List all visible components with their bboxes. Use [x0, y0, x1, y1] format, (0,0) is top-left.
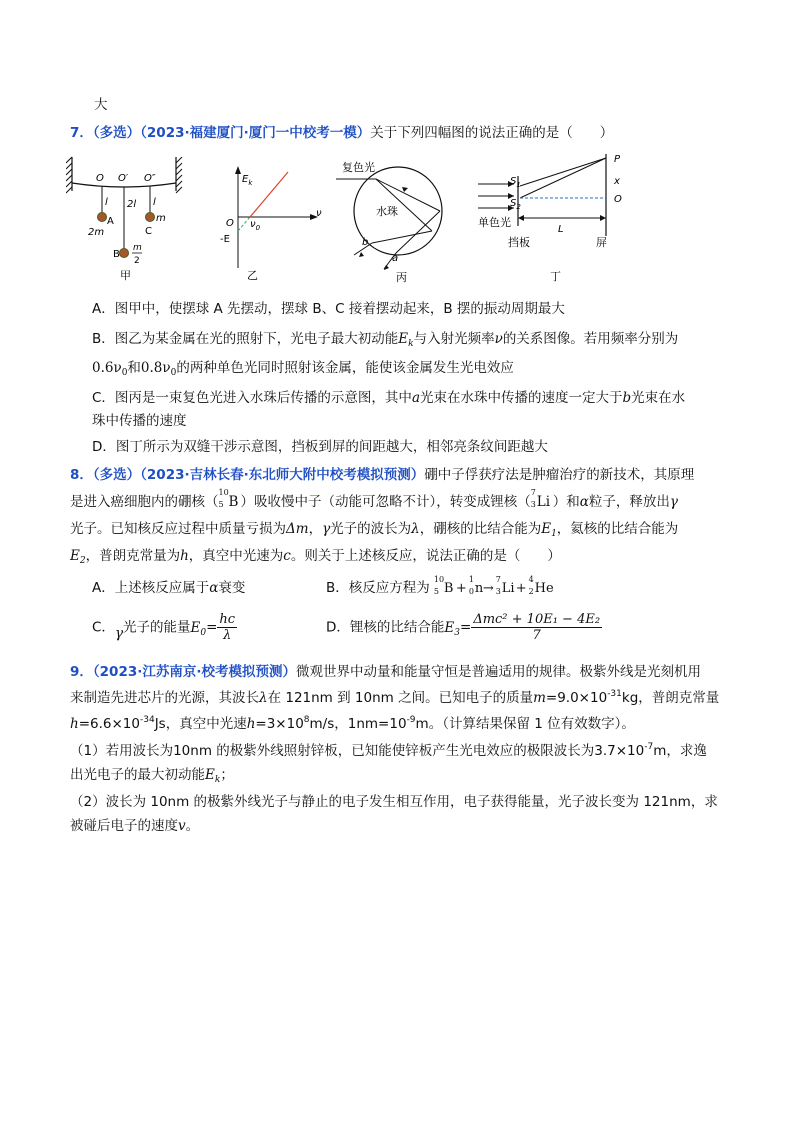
bob-b: [120, 249, 129, 258]
arrow-1: [402, 187, 408, 192]
arrow-b: [359, 252, 364, 257]
mass-B-den: 2: [134, 256, 140, 266]
label-A: A: [107, 216, 114, 227]
label-a: a: [392, 253, 399, 264]
binding-energy-fraction: $\frac{\text{Δmc² + 10E₁ − 4E₂}}{7}$: [473, 612, 601, 643]
q7-option-c: C．图丙是一束复色光进入水珠后传播的示意图，其中a光束在水珠中传播的速度一定大于b光束在水: [92, 390, 686, 406]
q8-number: 8．: [70, 467, 93, 483]
q7-source: （2023·福建厦门·厦门一中校考一模）: [140, 125, 371, 141]
label-l1: l: [105, 197, 108, 208]
q7-number: 7．: [70, 125, 93, 141]
q8-option-a: A．上述核反应属于α衰变: [92, 580, 246, 596]
q7-option-d: D．图丁所示为双缝干涉示意图，挡板到屏的间距越大，相邻亮条纹间距越大: [92, 439, 548, 455]
label-nu0: $\nu_0$: [250, 219, 261, 232]
q9-header: 9．（2023·江苏南京·校考模拟预测）微观世界中动量和能量守恒是普遍适用的规律。极紫外线是光刻机用: [70, 664, 701, 680]
q8-option-d: D．锂核的比结合能$E_3=$ $\frac{\text{Δmc² + 10E₁ − 4E₂}}{7}$: [326, 612, 601, 643]
q7-header: [70, 121, 613, 141]
q7-stem: 关于下列四幅图的说法正确的是（ ）: [370, 125, 614, 141]
label-b: b: [362, 237, 369, 248]
nuclear-equation: 10 5 B + 1 0 n→ 7 3 Li+ 4 2 He: [433, 575, 554, 596]
q7-tag: （多选）: [92, 125, 141, 141]
q7-option-c-line2: 珠中传播的速度: [92, 413, 187, 429]
label-S1: $S_1$: [510, 176, 521, 189]
ek-line: [250, 172, 288, 217]
label-monochromatic: 单色光: [478, 216, 511, 229]
mass-B-num: m: [133, 243, 142, 253]
label-O-double-prime: O″: [144, 173, 156, 184]
ray-a-reflect: [396, 211, 440, 253]
ek-extension-dashed: [238, 217, 250, 231]
caption-jia: 甲: [120, 269, 131, 282]
mass-A: 2m: [88, 227, 105, 238]
q9-part2: （2）波长为 10nm 的极紫外线光子与静止的电子发生相互作用，电子获得能量，光子波长变为 121nm，求: [70, 794, 718, 810]
q7-option-b: B．图乙为某金属在光的照射下，光电子最大初动能$E_k$与入射光频率ν的关系图像。若用频率分别为: [92, 331, 679, 349]
label-neg-E: -E: [220, 234, 230, 245]
label-C: C: [145, 226, 152, 237]
label-L: L: [558, 224, 564, 235]
ray-b-reflect: [372, 231, 432, 243]
figure-yi: [214, 160, 332, 285]
q8-line2: 是进入癌细胞内的硼核（ 10 5 B ）吸收慢中子（动能可忽略不计），转变成锂核（ 7 3 Li ）和α粒子，释放出γ: [70, 488, 678, 510]
q9-line3: $h=6.6\times 10^{-34}Js$，真空中光速$h=3\times 10^8m/s$，$1nm=10^{-9}m$。（计算结果保留 1 位有效数字）。: [70, 715, 635, 732]
mass-C: m: [156, 213, 166, 224]
q9-source: （2023·江苏南京·校考模拟预测）: [92, 664, 296, 680]
q7-option-a: A．图甲中，使摆球 A 先摆动，摆球 B、C 接着摆动起来，B 摆的振动周期最大: [92, 301, 565, 317]
q8-line4: $E_2$，普朗克常量为h，真空中光速为c。则关于上述核反应，说法正确的是（ ）: [70, 548, 561, 566]
label-screen: 屏: [596, 236, 607, 249]
q8-option-b: B．核反应方程为 10 5 B + 1 0 n→ 7 3 Li+ 4 2 He: [326, 575, 554, 596]
label-nu: ν: [316, 208, 322, 219]
arrow-L-left: [518, 215, 524, 221]
figure-bing: [336, 157, 454, 285]
label-baffle: 挡板: [508, 236, 530, 249]
figure-jia: [66, 155, 196, 285]
figure-ding: [478, 150, 638, 285]
q7-option-b-line2: $0.6\nu_0$和$0.8\nu_0$的两种单色光同时照射该金属，能使该金属发生光电效应: [92, 360, 514, 378]
label-O: O: [614, 194, 622, 205]
left-wall: [66, 157, 72, 193]
label-P: P: [614, 154, 621, 165]
bob-a: [98, 213, 107, 222]
ray-s1: [520, 158, 606, 186]
label-origin: O: [226, 218, 234, 229]
label-S2: $S_2$: [510, 198, 521, 211]
right-wall: [176, 157, 182, 193]
caption-yi: 乙: [247, 269, 258, 282]
label-2l: 2l: [127, 199, 137, 210]
q9-part1-line2: 出光电子的最大初动能$E_k$；: [70, 767, 234, 785]
photon-energy-fraction: $\frac{hc}{\lambda}$: [219, 612, 236, 643]
q9-part2-line2: 被碰后电子的速度v。: [70, 818, 200, 834]
caption-ding: 丁: [550, 270, 561, 283]
label-O: O: [96, 173, 104, 184]
label-composite-light: 复色光: [342, 161, 375, 174]
ray-s2: [520, 158, 606, 198]
arrow-L-right: [600, 215, 606, 221]
label-B: B: [113, 249, 120, 260]
caption-bing: 丙: [396, 271, 407, 284]
q9-number: 9．: [70, 664, 93, 680]
label-Ek: $E_k$: [242, 174, 253, 187]
q8-option-c: C．γ光子的能量$E_0=$ $\frac{hc}{\lambda}$: [92, 612, 236, 643]
y-axis-arrow: [235, 166, 241, 174]
label-x: x: [614, 176, 620, 187]
label-water-droplet: 水珠: [376, 205, 398, 218]
label-O-prime: O′: [118, 173, 129, 184]
q8-line3: 光子。已知核反应过程中质量亏损为Δm，γ光子的波长为λ，硼核的比结合能为$E_1$，氦核的比结合能为: [70, 521, 679, 539]
continued-char: 大: [94, 97, 108, 113]
label-l3: l: [153, 197, 156, 208]
q8-source: （2023·吉林长春·东北师大附中校考模拟预测）: [140, 467, 425, 483]
q9-part1: （1）若用波长为10nm 的极紫外线照射锌板，已知能使锌板产生光电效应的极限波长为$3.7\times 10^{-7}m$，求逸: [70, 742, 707, 759]
bob-c: [146, 213, 155, 222]
q9-line2: 来制造先进芯片的光源，其波长λ在 121nm 到 10nm 之间。已知电子的质量$m=9.0\times 10^{-31}kg$，普朗克常量: [70, 689, 720, 706]
q8-header: 8．（多选）（2023·吉林长春·东北师大附中校考模拟预测）硼中子俘获疗法是肿瘤治疗的新技术，其原理: [70, 467, 695, 483]
